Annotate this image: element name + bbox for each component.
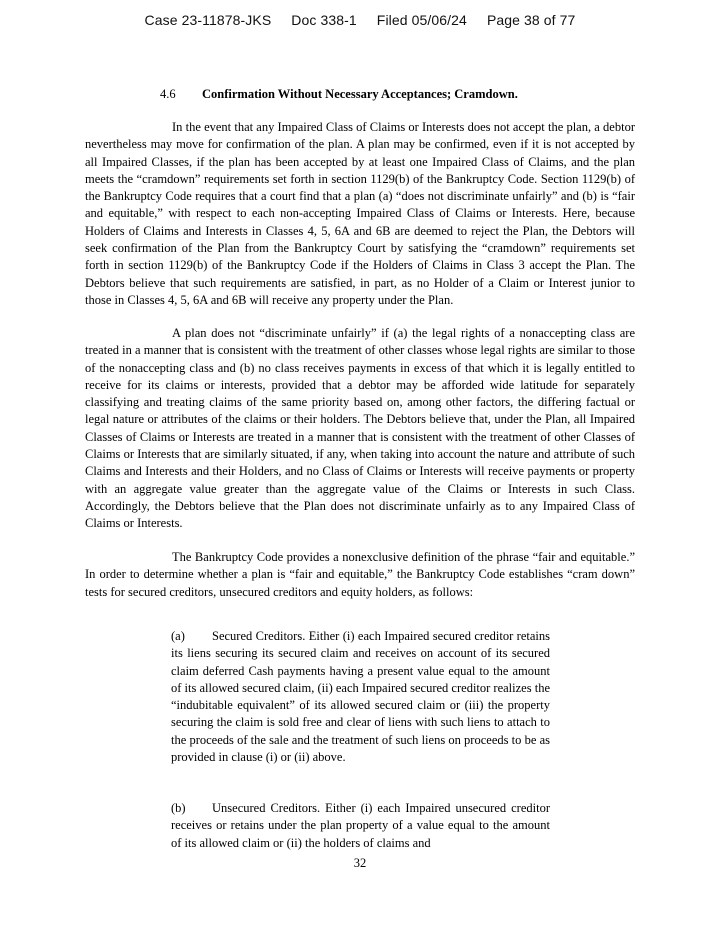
filed-date: Filed 05/06/24 <box>376 12 467 28</box>
page-number: 32 <box>353 856 367 870</box>
page-indicator: Page 38 of 77 <box>486 12 576 28</box>
subsection-secured-creditors <box>171 628 550 766</box>
subsection-label: (b) <box>171 801 186 815</box>
subsection-text: Secured Creditors. Either (i) each Impaired secured creditor retains its liens securing its secured claim and receives on account of its secured claim deferred Cash payments having a present value equal to the amount of its allowed secured claim, (ii) each Impaired secured creditor realizes the “indubitable equivalent” of its allowed secured claim or (iii) the property securing the claim is sold free and clear of liens with such liens to attach to the proceeds of the sale and the treatment of such liens on proceeds to be as provided in clause (i) or (ii) above. <box>171 629 550 765</box>
section-number: 4.6 <box>160 87 176 101</box>
paragraph-cramdown-intro: In the event that any Impaired Class of Claims or Interests does not accept the plan, a debtor nevertheless may move for confirmation of the plan. A plan may be confirmed, even if it is not accepted by all Impaired Classes, if the plan has been accepted by at least one Impaired Class of Claims, and the plan meets the “cramdown” requirements set forth in section 1129(b) of the Bankruptcy Code. Section 1129(b) of the Bankruptcy Code requires that a court find that a plan (a) “does not discriminate unfairly” and (b) is “fair and equitable,” with respect to each non-accepting Impaired Class of Claims or Interests. Here, because Holders of Claims and Interests in Classes 4, 5, 6A and 6B are deemed to reject the Plan, the Debtors will seek confirmation of the Plan from the Bankruptcy Court by satisfying the “cramdown” requirements set forth in section 1129(b) of the Bankruptcy Code if the Holders of Claims in Class 3 accept the Plan. The Debtors believe that such requirements are satisfied, in part, as no Holder of a Claim or Interest junior to those in Classes 4, 5, 6A and 6B will receive any property under the Plan. <box>85 120 635 307</box>
section-heading <box>160 86 518 103</box>
paragraph-fair-and-equitable: The Bankruptcy Code provides a nonexclusive definition of the phrase “fair and equitable.” In order to determine whether a plan is “fair and equitable,” the Bankruptcy Code establishes “cram down” tests for secured creditors, unsecured creditors and equity holders, as follows: <box>85 550 635 599</box>
case-header <box>0 12 720 28</box>
subsection-unsecured-creditors <box>171 800 550 852</box>
section-title: Confirmation Without Necessary Acceptances; Cramdown. <box>202 87 518 101</box>
subsection-label: (a) <box>171 629 185 643</box>
paragraph-discriminate-unfairly: A plan does not “discriminate unfairly” if (a) the legal rights of a nonaccepting class are treated in a manner that is consistent with the treatment of other classes whose legal rights are similar to those of the nonaccepting class and (b) no class receives payments in excess of that which it is legally entitled to receive for its claims or interests, provided that a debtor may be afforded wide latitude for separately classifying and treating claims of the same priority based on, among other factors, the differing factual or legal nature or attributes of the claims or their holders. The Debtors believe that, under the Plan, all Impaired Classes of Claims or Interests are treated in a manner that is consistent with the treatment of other Classes of Claims or Interests that are similarly situated, if any, when taking into account the nature and attribute of such Claims and Interests and their Holders, and no Class of Claims or Interests will receive payments or property with an aggregate value greater than the aggregate value of the Claims or Interests in such Class. Accordingly, the Debtors believe that the Plan does not discriminate unfairly as to any Impaired Class of Claims or Interests. <box>85 326 635 531</box>
case-number: Case 23-11878-JKS <box>144 12 272 28</box>
doc-number: Doc 338-1 <box>291 12 357 28</box>
subsection-text: Unsecured Creditors. Either (i) each Impaired unsecured creditor receives or retains under the plan property of a value equal to the amount of its allowed claim or (ii) the holders of claims and <box>171 801 550 850</box>
